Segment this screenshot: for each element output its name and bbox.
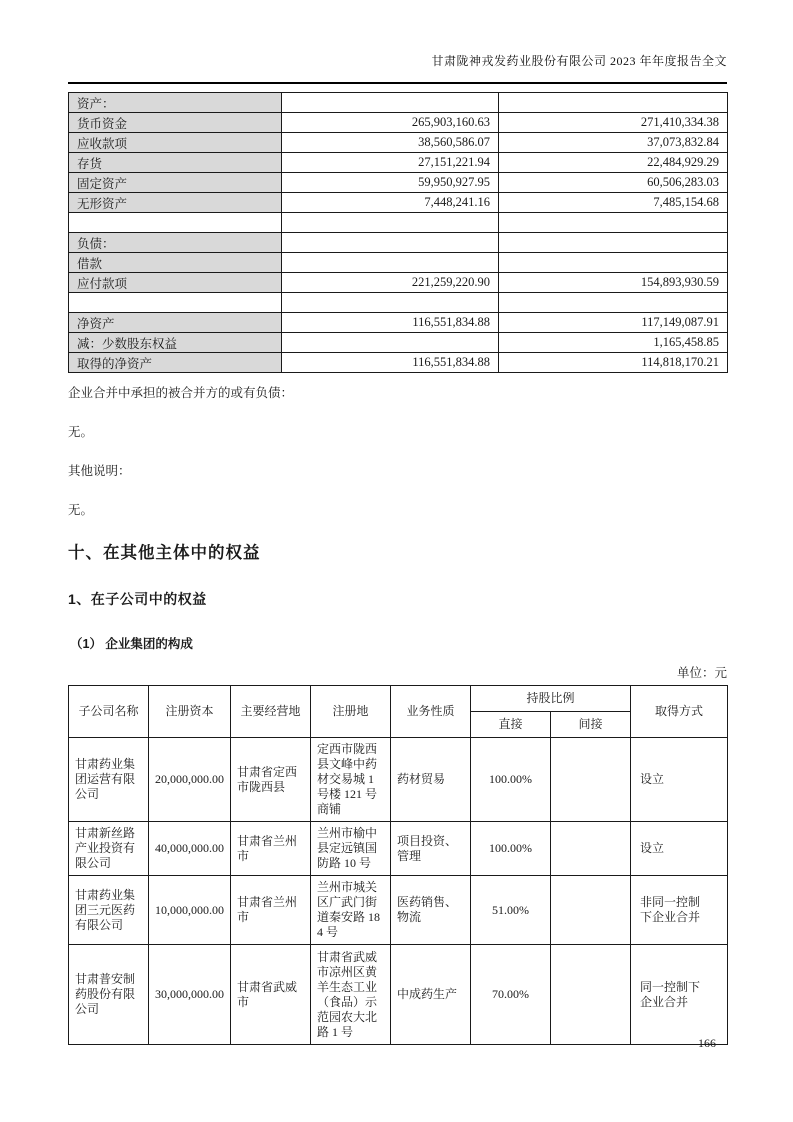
indirect-ratio-cell [551,738,631,822]
main-place-cell: 甘肃省兰州市 [231,822,311,876]
subsidiary-row [69,738,728,822]
row-value-cell: 154,893,930.59 [499,273,728,293]
acquisition-method-cell: 同一控制下企业合并 [631,945,728,1045]
registered-capital-cell: 40,000,000.00 [149,822,231,876]
indirect-ratio-cell [551,822,631,876]
registered-place-cell: 甘肃省武威市凉州区黄羊生态工业（食品）示范园农大北路 1 号 [311,945,391,1045]
row-label-cell: 应收款项 [69,133,282,153]
row-value-cell [282,333,499,353]
table-row-separator [69,213,728,233]
row-value-cell [499,253,728,273]
col-header-registered-place: 注册地 [311,686,391,738]
row-value-cell [499,233,728,253]
col-header-business-nature: 业务性质 [391,686,471,738]
row-label-cell: 减：少数股东权益 [69,333,282,353]
row-value-cell: 22,484,929.29 [499,153,728,173]
row-value-cell: 37,073,832.84 [499,133,728,153]
row-label-cell: 资产： [69,93,282,113]
row-value-cell: 117,149,087.91 [499,313,728,333]
subsidiary-row [69,876,728,945]
table-row [69,333,728,353]
other-notes-label: 其他说明： [68,464,131,478]
row-value-cell: 60,506,283.03 [499,173,728,193]
registered-place-cell: 定西市陇西县文峰中药材交易城 1 号楼 121 号商铺 [311,738,391,822]
row-value-cell [282,293,499,313]
row-label-cell: 应付款项 [69,273,282,293]
registered-capital-cell: 20,000,000.00 [149,738,231,822]
contingent-liability-value: 无。 [68,425,94,439]
row-value-cell [282,233,499,253]
header-divider [68,82,727,84]
row-value-cell: 7,448,241.16 [282,193,499,213]
registered-place-cell: 兰州市榆中县定远镇国防路 10 号 [311,822,391,876]
row-value-cell [499,213,728,233]
direct-ratio-cell: 100.00% [471,738,551,822]
row-value-cell [499,293,728,313]
section-heading-interests-in-other-entities: 十、在其他主体中的权益 [68,544,261,562]
col-header-direct: 直接 [471,712,551,738]
main-place-cell: 甘肃省武威市 [231,945,311,1045]
merger-financials-table [68,92,728,373]
subsidiary-name-cell: 甘肃普安制药股份有限公司 [69,945,149,1045]
row-label-cell: 取得的净资产 [69,353,282,373]
table-row [69,353,728,373]
col-header-acquisition-method: 取得方式 [631,686,728,738]
table-header-row [69,686,728,712]
row-value-cell: 265,903,160.63 [282,113,499,133]
other-notes-value: 无。 [68,503,94,517]
row-label-cell: 负债： [69,233,282,253]
table-row [69,133,728,153]
page-number: 166 [698,1036,716,1050]
registered-place-cell: 兰州市城关区广武门街道秦安路 184 号 [311,876,391,945]
business-nature-cell: 项目投资、管理 [391,822,471,876]
subsection-heading-group-composition: （1） 企业集团的构成 [70,637,193,651]
main-place-cell: 甘肃省兰州市 [231,876,311,945]
acquisition-method-cell: 非同一控制下企业合并 [631,876,728,945]
row-value-cell: 116,551,834.88 [282,313,499,333]
row-value-cell [282,253,499,273]
row-value-cell: 27,151,221.94 [282,153,499,173]
row-value-cell: 1,165,458.85 [499,333,728,353]
row-value-cell: 7,485,154.68 [499,193,728,213]
indirect-ratio-cell [551,876,631,945]
table-row [69,193,728,213]
row-label-cell: 无形资产 [69,193,282,213]
acquisition-method-cell: 设立 [631,738,728,822]
business-nature-cell: 医药销售、物流 [391,876,471,945]
direct-ratio-cell: 100.00% [471,822,551,876]
subsidiary-name-cell: 甘肃新丝路产业投资有限公司 [69,822,149,876]
registered-capital-cell: 30,000,000.00 [149,945,231,1045]
business-nature-cell: 药材贸易 [391,738,471,822]
row-value-cell [499,93,728,113]
subsidiary-row [69,945,728,1045]
table-row [69,313,728,333]
subsidiary-name-cell: 甘肃药业集团运营有限公司 [69,738,149,822]
row-label-cell: 借款 [69,253,282,273]
row-value-cell: 59,950,927.95 [282,173,499,193]
table-row-separator [69,293,728,313]
row-label-cell: 货币资金 [69,113,282,133]
col-header-shareholding-ratio: 持股比例 [471,686,631,712]
main-place-cell: 甘肃省定西市陇西县 [231,738,311,822]
row-value-cell [282,213,499,233]
col-header-indirect: 间接 [551,712,631,738]
col-header-registered-capital: 注册资本 [149,686,231,738]
row-label-cell: 固定资产 [69,173,282,193]
row-value-cell: 116,551,834.88 [282,353,499,373]
table-row [69,253,728,273]
row-value-cell: 114,818,170.21 [499,353,728,373]
contingent-liability-label: 企业合并中承担的被合并方的或有负债： [68,386,294,400]
row-value-cell: 271,410,334.38 [499,113,728,133]
table-row [69,273,728,293]
registered-capital-cell: 10,000,000.00 [149,876,231,945]
subsidiary-row [69,822,728,876]
table-row [69,233,728,253]
row-label-cell: 存货 [69,153,282,173]
unit-label: 单位：元 [676,666,727,680]
table-row [69,173,728,193]
table-row [69,93,728,113]
row-value-cell: 38,560,586.07 [282,133,499,153]
report-header-title: 甘肃陇神戎发药业股份有限公司 2023 年年度报告全文 [431,54,727,68]
row-value-cell: 221,259,220.90 [282,273,499,293]
subsection-heading-interests-in-subsidiaries: 1、在子公司中的权益 [68,591,207,607]
row-value-cell [282,93,499,113]
direct-ratio-cell: 70.00% [471,945,551,1045]
row-label-cell [69,213,282,233]
col-header-subsidiary-name: 子公司名称 [69,686,149,738]
row-label-cell [69,293,282,313]
acquisition-method-cell: 设立 [631,822,728,876]
business-nature-cell: 中成药生产 [391,945,471,1045]
col-header-main-place: 主要经营地 [231,686,311,738]
row-label-cell: 净资产 [69,313,282,333]
subsidiaries-table [68,685,728,1045]
indirect-ratio-cell [551,945,631,1045]
table-row [69,153,728,173]
direct-ratio-cell: 51.00% [471,876,551,945]
table-row [69,113,728,133]
subsidiary-name-cell: 甘肃药业集团三元医药有限公司 [69,876,149,945]
